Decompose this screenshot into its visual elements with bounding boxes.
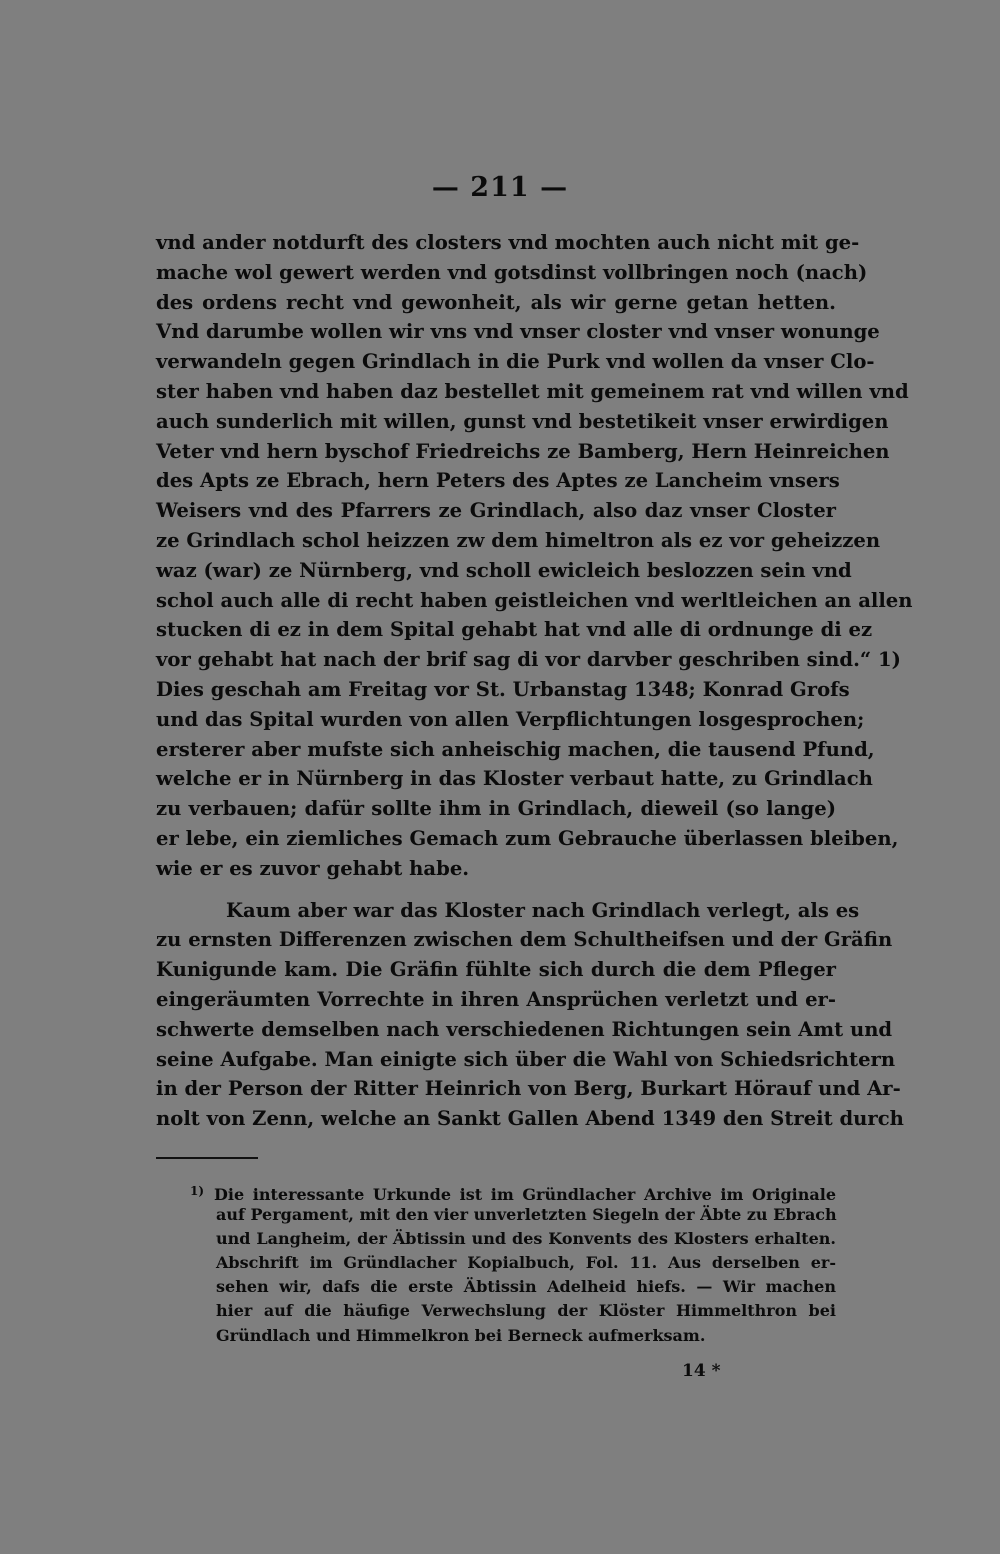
text-line: vnd ander notdurft des closters vnd mochten auch nicht mit ge- bbox=[156, 231, 860, 254]
footnote-line: auf Pergament, mit den vier unverletzten Siegeln der Äbte zu Ebrach bbox=[216, 1205, 837, 1225]
text-line: mache wol gewert werden vnd gotsdinst vollbringen noch (nach) bbox=[156, 260, 868, 284]
footnote-line: hier auf die häufige Verwechslung der Klöster Himmelthron bei bbox=[216, 1301, 836, 1321]
text-line: welche er in Nürnberg in das Kloster verbaut hatte, zu Grindlach bbox=[156, 767, 873, 791]
text-line: Dies geschah am Freitag vor St. Urbanstag 1348; Konrad Grofs bbox=[156, 677, 850, 701]
text-line: zu verbauen; dafür sollte ihm in Grindlach, dieweil (so lange) bbox=[156, 797, 836, 821]
text-line: Vnd darumbe wollen wir vns vnd vnser closter vnd vnser wonunge bbox=[156, 320, 880, 344]
text-line: in der Person der Ritter Heinrich von Berg, Burkart Hörauf und Ar- bbox=[156, 1077, 901, 1101]
paragraph-gap bbox=[156, 884, 836, 896]
footnote-line bbox=[156, 1179, 836, 1203]
text-line: und das Spital wurden von allen Verpflichtungen losgesprochen; bbox=[156, 707, 865, 731]
text-line: Kaum aber war das Kloster nach Grindlach verlegt, als es bbox=[226, 898, 860, 922]
main-text bbox=[156, 228, 913, 1134]
text-line: Kunigunde kam. Die Gräfin fühlte sich durch die dem Pfleger bbox=[156, 958, 836, 982]
text-line: nolt von Zenn, welche an Sankt Gallen Abend 1349 den Streit durch bbox=[156, 1107, 904, 1131]
text-line: er lebe, ein ziemliches Gemach zum Gebrauche überlassen bleiben, bbox=[156, 826, 899, 850]
text-line: auch sunderlich mit willen, gunst vnd bestetikeit vnser erwirdigen bbox=[156, 409, 889, 433]
footnote bbox=[156, 1179, 836, 1348]
text-line: des Apts ze Ebrach, hern Peters des Aptes ze Lancheim vnsers bbox=[156, 469, 840, 493]
text-line: waz (war) ze Nürnberg, vnd scholl ewicleich beslozzen sein vnd bbox=[156, 558, 852, 582]
text-line: eingeräumten Vorrechte in ihren Ansprüchen verletzt und er- bbox=[156, 987, 836, 1011]
text-line: ze Grindlach schol heizzen zw dem himeltron als ez vor geheizzen bbox=[156, 528, 881, 552]
footnote-line: sehen wir, dafs die erste Äbtissin Adelheid hiefs. — Wir machen bbox=[216, 1277, 836, 1297]
text-line: schol auch alle di recht haben geistleichen vnd werltleichen an allen bbox=[156, 588, 913, 612]
text-line: Veter vnd hern byschof Friedreichs ze Bamberg, Hern Heinreichen bbox=[156, 439, 890, 463]
text-line: schwerte demselben nach verschiedenen Richtungen sein Amt und bbox=[156, 1017, 893, 1041]
text-line: wie er es zuvor gehabt habe. bbox=[156, 856, 470, 880]
text-line: ersterer aber mufste sich anheischig machen, die tausend Pfund, bbox=[156, 737, 875, 761]
footnote-line: Gründlach und Himmelkron bei Berneck aufmerksam. bbox=[216, 1325, 706, 1345]
footnote-line: Abschrift im Gründlacher Kopialbuch, Fol. 11. Aus derselben er- bbox=[216, 1253, 836, 1273]
text-line: vor gehabt hat nach der brif sag di vor darvber geschriben sind.“ 1) bbox=[156, 648, 901, 672]
text-line: ster haben vnd haben daz bestellet mit gemeinem rat vnd willen vnd bbox=[156, 379, 909, 403]
footnote-text: Die interessante Urkunde ist im Gründlacher Archive im Originale bbox=[214, 1185, 836, 1204]
text-line: verwandeln gegen Grindlach in die Purk vnd wollen da vnser Clo- bbox=[156, 350, 875, 374]
text-line: des ordens recht vnd gewonheit, als wir gerne getan hetten. bbox=[156, 290, 836, 314]
footnote-divider bbox=[156, 1157, 258, 1159]
text-line: seine Aufgabe. Man einigte sich über die Wahl von Schiedsrichtern bbox=[156, 1047, 896, 1071]
text-line: zu ernsten Differenzen zwischen dem Schultheifsen und der Gräfin bbox=[156, 928, 893, 952]
footnote-line: und Langheim, der Äbtissin und des Konvents des Klosters erhalten. bbox=[216, 1229, 836, 1249]
footnote-marker: 1) bbox=[190, 1184, 205, 1198]
text-line: stucken di ez in dem Spital gehabt hat vnd alle di ordnunge di ez bbox=[156, 618, 873, 642]
signature-mark: 14 * bbox=[682, 1361, 721, 1381]
page-number: — 211 — bbox=[431, 172, 569, 203]
text-line: Weisers vnd des Pfarrers ze Grindlach, also daz vnser Closter bbox=[156, 499, 836, 523]
